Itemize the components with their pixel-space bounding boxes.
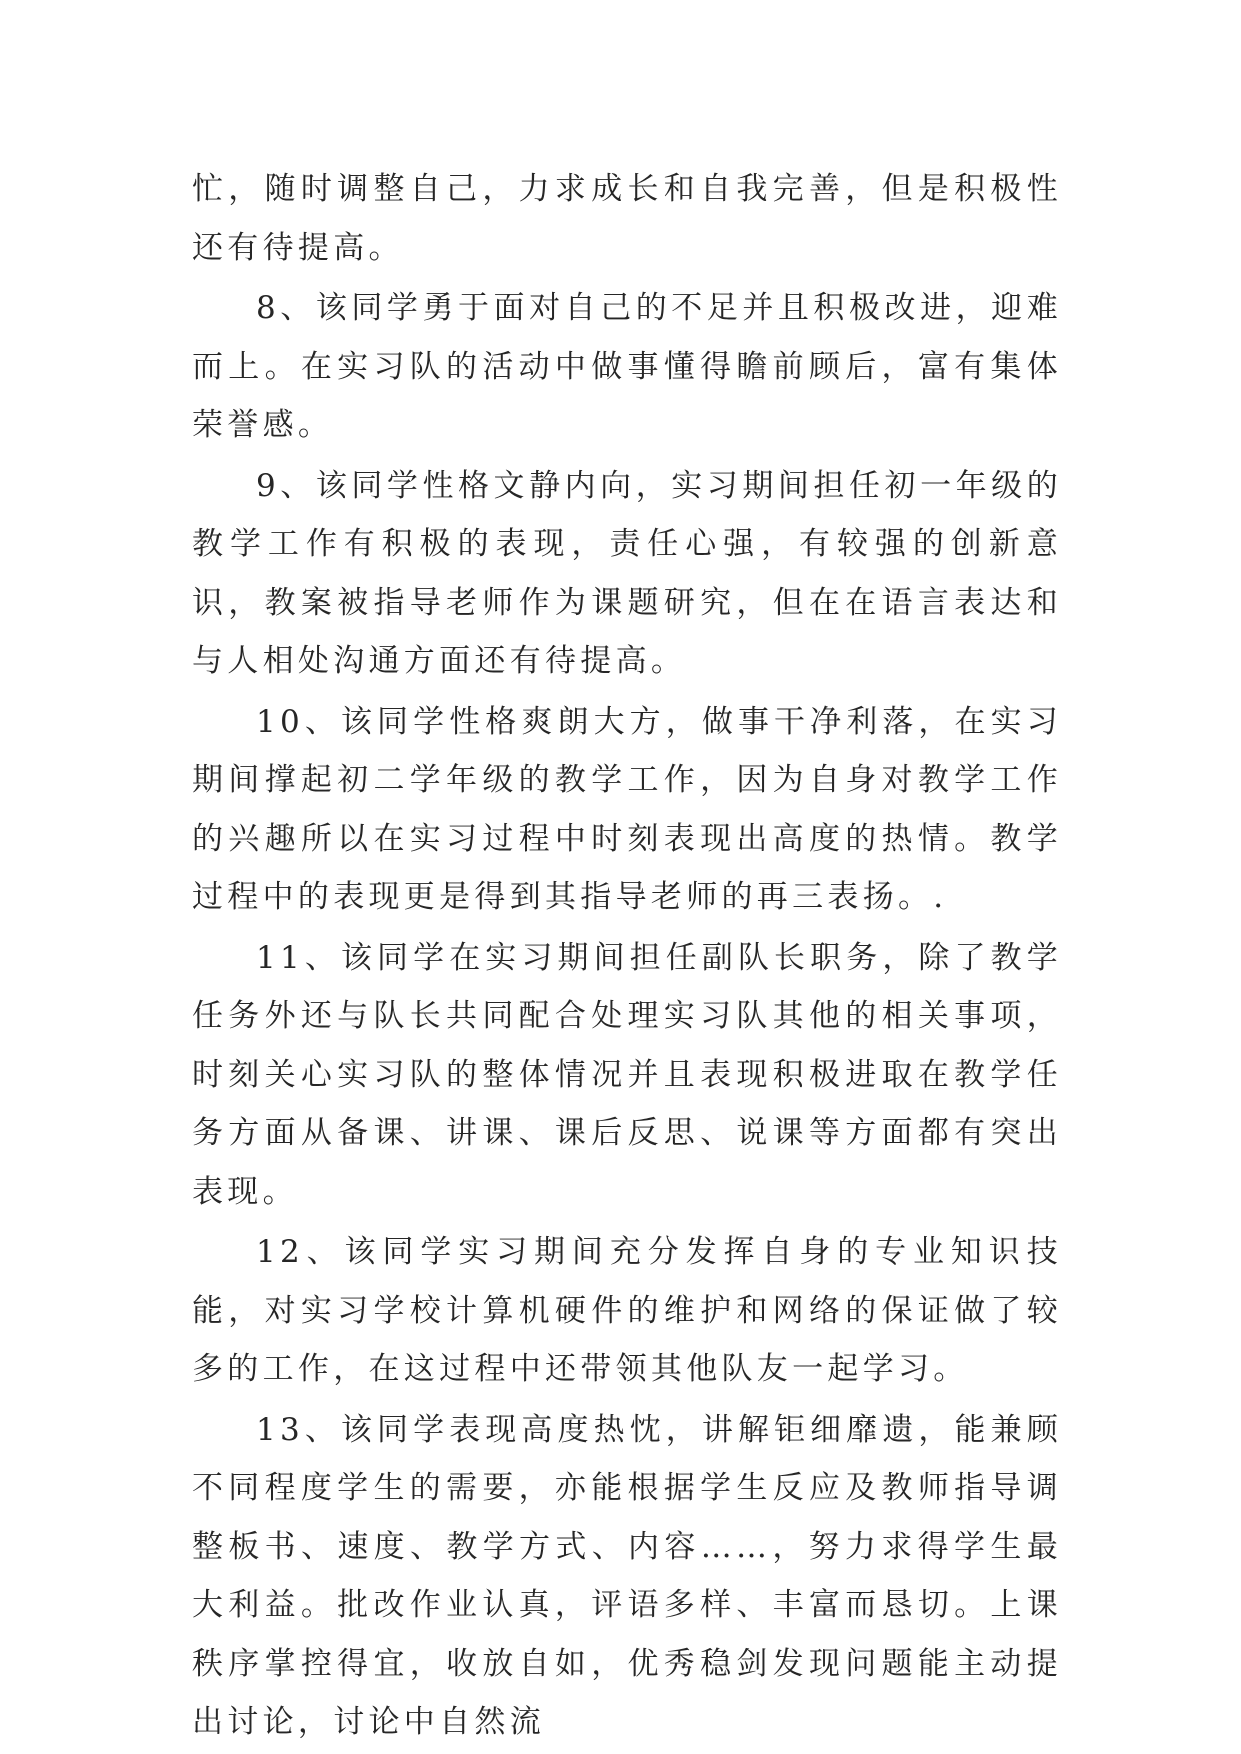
paragraph-item-11: 11、该同学在实习期间担任副队长职务，除了教学任务外还与队长共同配合处理实习队其他的相关事项，时刻关心实习队的整体情况并且表现积极进取在教学任务方面从备课、讲课、课后反思、说课等方面都有突出表现。 <box>192 939 1062 1210</box>
document-body <box>192 160 1062 1754</box>
paragraph-item-10: 10、该同学性格爽朗大方，做事干净利落，在实习期间撑起初二学年级的教学工作，因为自身对教学工作的兴趣所以在实习过程中时刻表现出高度的热情。教学过程中的表现更是得到其指导老师的再三表扬。. <box>192 703 1062 915</box>
paragraph-item-9: 9、该同学性格文静内向，实习期间担任初一年级的教学工作有积极的表现，责任心强，有较强的创新意识，教案被指导老师作为课题研究，但在在语言表达和与人相处沟通方面还有待提高。 <box>192 467 1062 679</box>
paragraph-item-8: 8、该同学勇于面对自己的不足并且积极改进，迎难而上。在实习队的活动中做事懂得瞻前顾后，富有集体荣誉感。 <box>192 290 1062 443</box>
paragraph-item-12: 12、该同学实习期间充分发挥自身的专业知识技能，对实习学校计算机硬件的维护和网络的保证做了较多的工作，在这过程中还带领其他队友一起学习。 <box>192 1234 1062 1387</box>
paragraph-continuation: 忙，随时调整自己，力求成长和自我完善，但是积极性还有待提高。 <box>192 171 1062 266</box>
paragraph-item-13: 13、该同学表现高度热忱，讲解钜细靡遗，能兼顾不同程度学生的需要，亦能根据学生反应及教师指导调整板书、速度、教学方式、内容……，努力求得学生最大利益。批改作业认真，评语多样、丰富而恳切。上课秩序掌控得宜，收放自如，优秀稳剑发现问题能主动提出讨论，讨论中自然流 <box>192 1411 1062 1740</box>
